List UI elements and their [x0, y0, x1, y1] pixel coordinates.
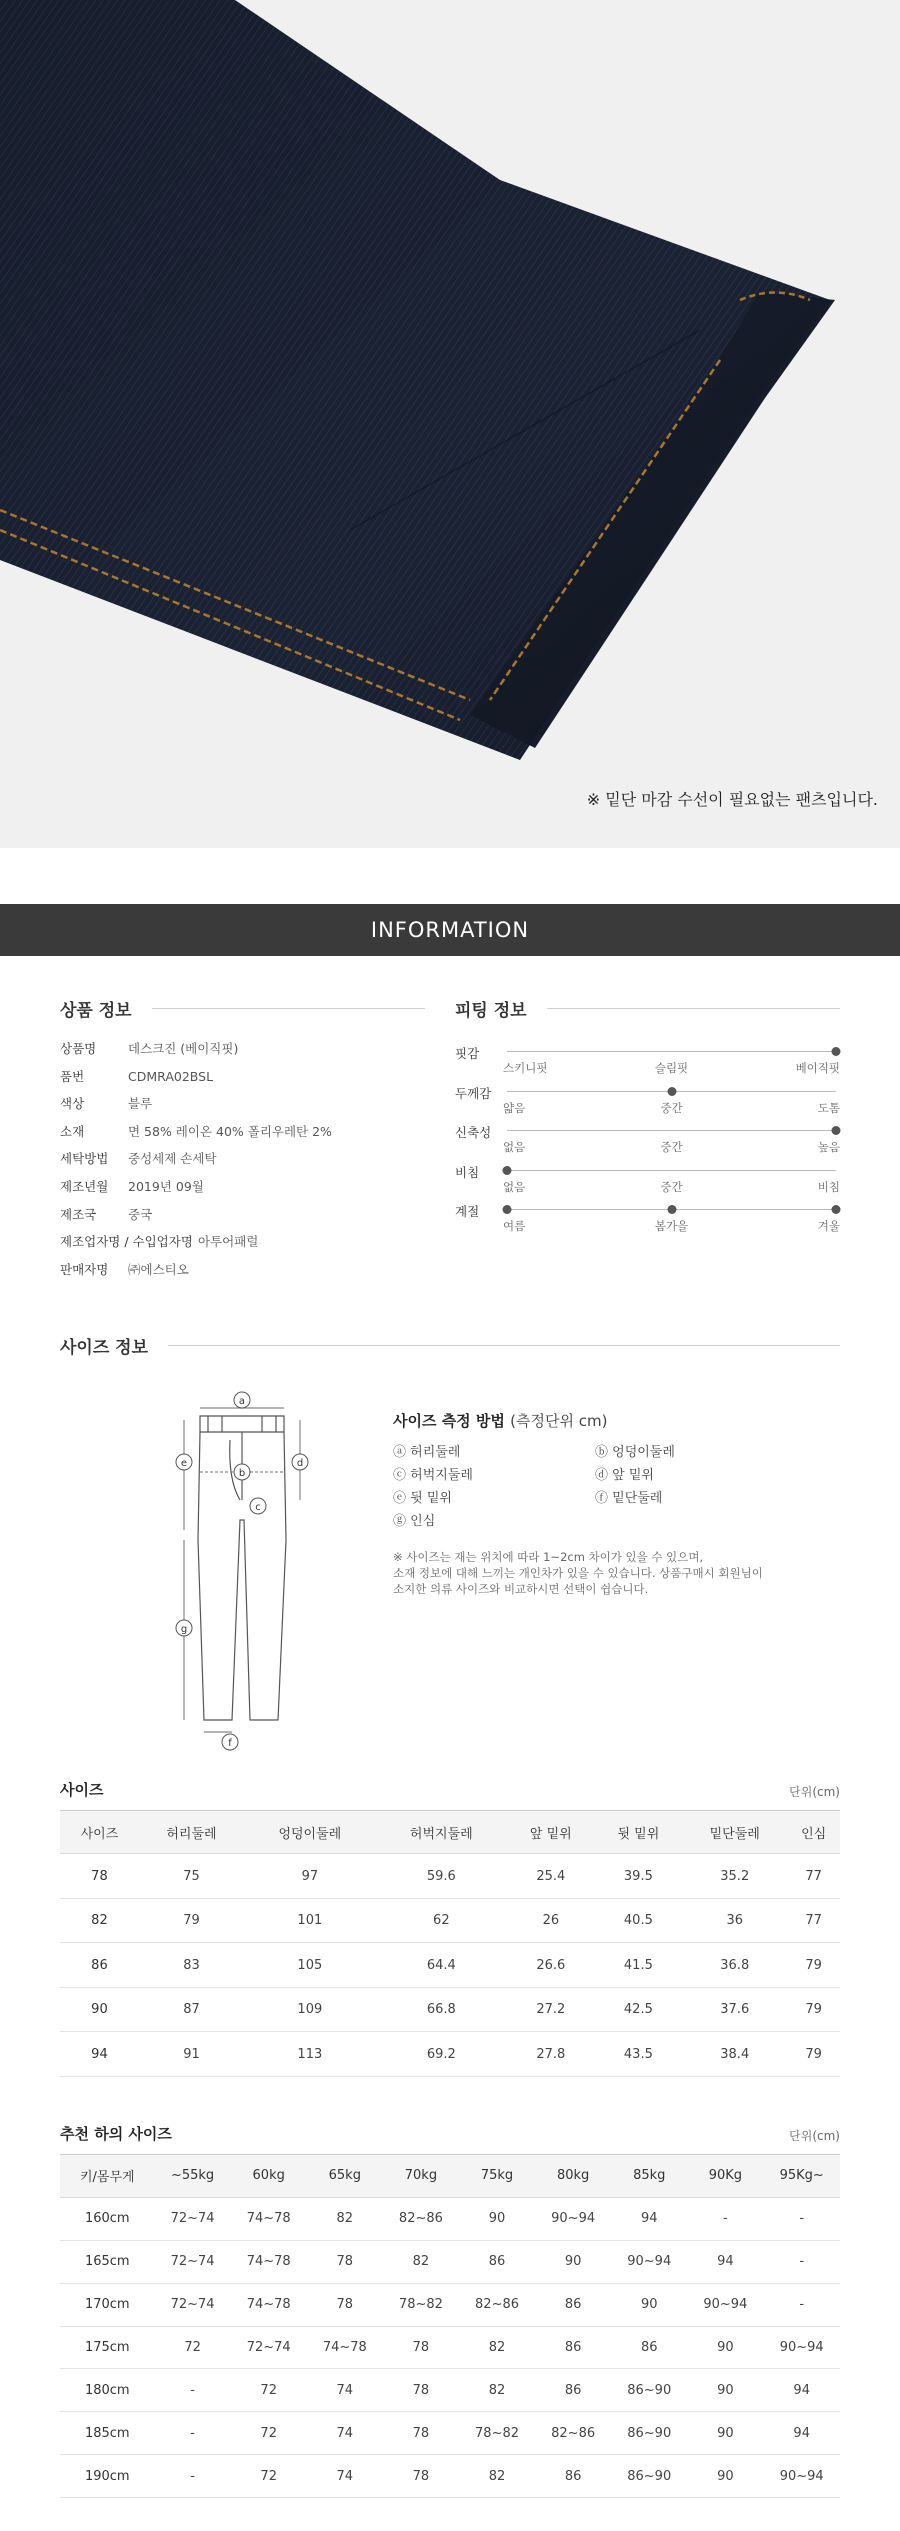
table-cell: 79	[787, 2032, 840, 2077]
table-cell: 66.8	[376, 1987, 507, 2032]
product-info-value: 중성세제 손세탁	[128, 1151, 217, 1167]
table-header-cell: 60kg	[231, 2154, 307, 2197]
fitting-scale	[503, 1041, 840, 1081]
table-cell: 86	[535, 2283, 611, 2326]
table-cell: 74~78	[231, 2240, 307, 2283]
fitting-level-dot	[503, 1166, 512, 1175]
table-header-cell: 90Kg	[687, 2154, 763, 2197]
product-info-header	[60, 996, 425, 1021]
product-info-row	[60, 1228, 425, 1256]
table-cell: 82	[459, 2326, 535, 2369]
size-note-line: 소지한 의류 사이즈와 비교하시면 선택이 쉽습니다.	[393, 1582, 649, 1597]
table-cell: 94	[763, 2369, 840, 2412]
table-cell: 113	[244, 2032, 375, 2077]
measurement-method-title	[393, 1410, 873, 1431]
fitting-scale	[503, 1160, 840, 1200]
fitting-key: 계절	[455, 1204, 480, 1219]
table-cell: 83	[139, 1943, 244, 1988]
product-info-row	[60, 1118, 425, 1146]
table-cell: 39.5	[595, 1854, 683, 1899]
method-unit: (측정단위 cm)	[510, 1412, 608, 1431]
information-title: INFORMATION	[370, 918, 530, 942]
marker-b-label: b	[238, 1468, 246, 1480]
recommended-table-header	[60, 2123, 840, 2144]
table-row	[60, 2240, 840, 2283]
product-info-list	[60, 1035, 425, 1283]
fitting-level-dot	[832, 1205, 841, 1214]
fitting-scales	[455, 1035, 840, 1239]
table-cell: 72	[231, 2412, 307, 2455]
table-row	[60, 1943, 840, 1988]
product-info-row	[60, 1145, 425, 1173]
table-cell: 82	[307, 2197, 383, 2240]
table-cell: 90	[535, 2240, 611, 2283]
table-cell: 77	[787, 1854, 840, 1899]
table-header-cell: 뒷 밑위	[595, 1811, 683, 1854]
size-table	[60, 1810, 840, 2077]
product-info-value: 아투어패럴	[198, 1234, 259, 1250]
table-cell: 75	[139, 1854, 244, 1899]
table-cell: -	[763, 2240, 840, 2283]
fitting-scale-label: 겨울	[817, 1219, 840, 1233]
table-cell: 90	[687, 2412, 763, 2455]
table-cell: -	[763, 2197, 840, 2240]
fitting-level-dot	[832, 1047, 841, 1056]
table-cell: 78	[383, 2412, 459, 2455]
recommended-size-section	[0, 2123, 900, 2498]
product-info-value: 2019년 09월	[128, 1178, 204, 1194]
table-cell: 26.6	[507, 1943, 595, 1988]
table-cell: 86	[535, 2369, 611, 2412]
recommended-table-title: 추천 하의 사이즈	[60, 2124, 172, 2143]
table-cell: 78	[383, 2455, 459, 2498]
fitting-row	[455, 1041, 840, 1081]
table-cell: 190cm	[60, 2455, 155, 2498]
fitting-scale-line	[507, 1170, 836, 1171]
fitting-scale-label: 없음	[503, 1140, 526, 1154]
product-info-row	[60, 1201, 425, 1229]
table-cell: 82	[459, 2369, 535, 2412]
marker-d-label: d	[296, 1458, 304, 1470]
table-cell: 72	[231, 2369, 307, 2412]
table-cell: 72~74	[231, 2326, 307, 2369]
table-row	[60, 2283, 840, 2326]
table-cell: 109	[244, 1987, 375, 2032]
fitting-scale-label: 높음	[817, 1140, 840, 1154]
table-cell: 86~90	[611, 2412, 687, 2455]
table-header-row	[60, 1811, 840, 1854]
product-info-value: 데스크진 (베이직핏)	[128, 1041, 239, 1056]
table-header-cell: 75kg	[459, 2154, 535, 2197]
product-fitting-section	[0, 996, 900, 1283]
size-info-section	[0, 1333, 900, 1767]
table-cell: 105	[244, 1943, 375, 1988]
size-table-header	[60, 1779, 840, 1800]
product-info-key: 제조년월	[60, 1178, 109, 1194]
table-cell: 82~86	[383, 2197, 459, 2240]
fitting-level-dot	[667, 1087, 676, 1096]
table-cell: 90	[60, 1987, 139, 2032]
table-cell: 82~86	[535, 2412, 611, 2455]
table-header-cell: 인심	[787, 1811, 840, 1854]
fitting-scale-line	[507, 1051, 836, 1052]
measurement-item: ⓕ 밑단둘레	[595, 1491, 663, 1507]
size-table-section	[0, 1779, 900, 2077]
table-cell: 36.8	[682, 1943, 787, 1988]
fitting-row	[455, 1081, 840, 1121]
product-info-value: 중국	[128, 1206, 153, 1222]
table-row	[60, 1898, 840, 1943]
table-cell: 82	[60, 1898, 139, 1943]
table-cell: 42.5	[595, 1987, 683, 2032]
product-info-key: 제조국	[60, 1206, 97, 1222]
table-cell: 78	[307, 2283, 383, 2326]
table-header-cell: 85kg	[611, 2154, 687, 2197]
fitting-scale-label: 비침	[817, 1179, 840, 1194]
size-info-body	[60, 1372, 840, 1767]
measurement-item: ⓖ 인심	[393, 1514, 436, 1530]
table-cell: 165cm	[60, 2240, 155, 2283]
product-info-value: CDMRA02BSL	[128, 1068, 214, 1084]
measurement-item: ⓐ 허리둘레	[393, 1445, 461, 1461]
table-cell: 86	[611, 2326, 687, 2369]
product-info-key: 색상	[60, 1096, 85, 1112]
pants-measurement-diagram	[100, 1380, 330, 1760]
table-cell: 40.5	[595, 1898, 683, 1943]
fitting-row	[455, 1160, 840, 1200]
size-info-header	[60, 1333, 840, 1358]
size-table-unit: 단위(cm)	[789, 1785, 840, 1800]
measurement-item: ⓒ 허벅지둘레	[393, 1468, 473, 1484]
size-note-line: ※ 사이즈는 재는 위치에 따라 1~2cm 차이가 있을 수 있으며,	[393, 1550, 704, 1565]
measurement-list	[393, 1441, 873, 1529]
table-row	[60, 2032, 840, 2077]
fitting-level-dot	[503, 1205, 512, 1214]
table-cell: 86~90	[611, 2455, 687, 2498]
table-cell: 82	[459, 2455, 535, 2498]
product-info-row	[60, 1063, 425, 1091]
fitting-scale-label: 슬림핏	[654, 1061, 689, 1075]
table-cell: 36	[682, 1898, 787, 1943]
table-cell: 86	[60, 1943, 139, 1988]
product-info-value: 블루	[128, 1096, 153, 1112]
table-cell: 72~74	[155, 2197, 231, 2240]
marker-a-label: a	[238, 1396, 246, 1408]
table-row	[60, 2326, 840, 2369]
size-table-title: 사이즈	[60, 1781, 104, 1800]
table-cell: 72~74	[155, 2240, 231, 2283]
table-cell: 90~94	[763, 2455, 840, 2498]
table-cell: 86	[535, 2455, 611, 2498]
product-info	[60, 996, 425, 1283]
marker-e-label: e	[180, 1458, 188, 1470]
fitting-scale	[503, 1120, 840, 1160]
table-row	[60, 1854, 840, 1899]
table-cell: 90~94	[611, 2240, 687, 2283]
table-cell: 59.6	[376, 1854, 507, 1899]
table-row	[60, 1987, 840, 2032]
table-cell: 43.5	[595, 2032, 683, 2077]
product-info-row	[60, 1256, 425, 1284]
table-cell: 72~74	[155, 2283, 231, 2326]
table-cell: -	[763, 2283, 840, 2326]
table-cell: 74~78	[231, 2197, 307, 2240]
table-cell: 86	[459, 2240, 535, 2283]
table-cell: 74	[307, 2412, 383, 2455]
table-cell: 78~82	[459, 2412, 535, 2455]
measurement-item: ⓑ 엉덩이둘레	[595, 1445, 675, 1461]
table-cell: 62	[376, 1898, 507, 1943]
table-cell: 72	[155, 2326, 231, 2369]
size-note	[393, 1549, 873, 1597]
recommended-table-unit: 단위(cm)	[789, 2128, 840, 2143]
table-cell: -	[687, 2197, 763, 2240]
table-cell: 78	[307, 2240, 383, 2283]
table-cell: 27.2	[507, 1987, 595, 2032]
product-info-key: 제조업자명 / 수입업자명	[60, 1234, 193, 1250]
table-cell: 94	[763, 2412, 840, 2455]
denim-hem-image	[0, 0, 900, 848]
table-cell: 185cm	[60, 2412, 155, 2455]
fitting-scale-label: 여름	[503, 1219, 526, 1233]
table-cell: 94	[687, 2240, 763, 2283]
table-header-cell: 95Kg~	[763, 2154, 840, 2197]
table-cell: 25.4	[507, 1854, 595, 1899]
table-cell: 77	[787, 1898, 840, 1943]
table-cell: 74~78	[231, 2283, 307, 2326]
product-info-value: 면 58% 레이온 40% 폴리우레탄 2%	[128, 1123, 332, 1139]
divider	[152, 1008, 425, 1009]
table-header-cell: 밑단둘레	[682, 1811, 787, 1854]
product-info-row	[60, 1035, 425, 1063]
table-cell: 101	[244, 1898, 375, 1943]
table-cell: -	[155, 2455, 231, 2498]
table-header-cell: 사이즈	[60, 1811, 139, 1854]
table-cell: 175cm	[60, 2326, 155, 2369]
product-info-key: 판매자명	[60, 1261, 109, 1277]
divider	[547, 1008, 840, 1009]
fitting-scale-label: 도톰	[817, 1100, 840, 1115]
recommended-size-table	[60, 2154, 840, 2498]
table-cell: 90~94	[687, 2283, 763, 2326]
table-cell: 35.2	[682, 1854, 787, 1899]
table-header-cell: 허리둘레	[139, 1811, 244, 1854]
table-row	[60, 2455, 840, 2498]
fitting-scale-line	[507, 1130, 836, 1131]
fitting-scale	[503, 1199, 840, 1239]
measurement-item: ⓔ 뒷 밑위	[393, 1491, 452, 1507]
table-cell: 79	[139, 1898, 244, 1943]
table-cell: 160cm	[60, 2197, 155, 2240]
table-cell: -	[155, 2412, 231, 2455]
table-cell: 64.4	[376, 1943, 507, 1988]
fitting-scale-label: 스키니핏	[503, 1061, 548, 1075]
table-cell: 74~78	[307, 2326, 383, 2369]
table-header-cell: 앞 밑위	[507, 1811, 595, 1854]
fitting-info-title: 피팅 정보	[455, 1001, 527, 1021]
table-cell: 27.8	[507, 2032, 595, 2077]
fitting-scale	[503, 1081, 840, 1121]
fitting-info-header	[455, 996, 840, 1021]
table-header-cell: 키/몸무게	[60, 2154, 155, 2197]
fitting-scale-label: 중간	[660, 1100, 683, 1115]
table-cell: 79	[787, 1987, 840, 2032]
fitting-level-dot	[832, 1126, 841, 1135]
table-cell: 78	[383, 2369, 459, 2412]
table-cell: 86~90	[611, 2369, 687, 2412]
table-row	[60, 2369, 840, 2412]
table-cell: 72	[231, 2455, 307, 2498]
table-cell: 69.2	[376, 2032, 507, 2077]
product-info-key: 품번	[60, 1068, 85, 1084]
table-cell: 180cm	[60, 2369, 155, 2412]
table-cell: 82~86	[459, 2283, 535, 2326]
marker-f-label: f	[228, 1738, 232, 1750]
fitting-key: 비침	[455, 1164, 480, 1180]
product-photo	[0, 0, 900, 848]
table-header-cell: 80kg	[535, 2154, 611, 2197]
table-header-cell: 65kg	[307, 2154, 383, 2197]
fitting-scale-label: 얇음	[503, 1100, 526, 1115]
information-header	[0, 904, 900, 956]
fitting-scale-label: 중간	[660, 1140, 683, 1154]
marker-c-label: c	[255, 1502, 261, 1514]
table-cell: 78~82	[383, 2283, 459, 2326]
fitting-key: 신축성	[455, 1125, 492, 1140]
table-cell: 170cm	[60, 2283, 155, 2326]
table-cell: 97	[244, 1854, 375, 1899]
product-info-key: 상품명	[60, 1041, 97, 1056]
table-cell: 26	[507, 1898, 595, 1943]
method-title: 사이즈 측정 방법	[393, 1412, 505, 1431]
table-cell: 79	[787, 1943, 840, 1988]
fitting-scale-label: 베이직핏	[795, 1061, 840, 1075]
fitting-row	[455, 1120, 840, 1160]
fitting-info	[455, 996, 840, 1283]
table-cell: 90~94	[763, 2326, 840, 2369]
divider	[168, 1345, 840, 1346]
table-cell: 37.6	[682, 1987, 787, 2032]
table-header-cell: 허벅지둘레	[376, 1811, 507, 1854]
table-cell: 82	[383, 2240, 459, 2283]
table-cell: 90	[687, 2326, 763, 2369]
table-cell: 87	[139, 1987, 244, 2032]
product-info-key: 소재	[60, 1123, 85, 1139]
size-info-title: 사이즈 정보	[60, 1338, 149, 1359]
table-cell: -	[155, 2369, 231, 2412]
table-cell: 41.5	[595, 1943, 683, 1988]
fitting-level-dot	[667, 1205, 676, 1214]
fitting-key: 두께감	[455, 1085, 492, 1101]
fitting-key: 핏감	[455, 1046, 480, 1061]
product-info-key: 세탁방법	[60, 1151, 109, 1167]
size-note-line: 소재 정보에 대해 느끼는 개인차가 있을 수 있습니다. 상품구매시 회원님이	[393, 1566, 763, 1581]
table-row	[60, 2412, 840, 2455]
hero-note: ※ 밑단 마감 수선이 필요없는 팬츠입니다.	[586, 790, 878, 809]
table-cell: 38.4	[682, 2032, 787, 2077]
table-cell: 74	[307, 2369, 383, 2412]
fitting-row	[455, 1199, 840, 1239]
product-info-title: 상품 정보	[60, 1001, 132, 1021]
fitting-scale-label: 중간	[660, 1179, 683, 1194]
table-cell: 90	[687, 2455, 763, 2498]
table-cell: 90~94	[535, 2197, 611, 2240]
product-info-row	[60, 1173, 425, 1201]
table-cell: 78	[383, 2326, 459, 2369]
table-header-cell: 70kg	[383, 2154, 459, 2197]
product-info-row	[60, 1090, 425, 1118]
marker-g-label: g	[180, 1624, 188, 1636]
table-row	[60, 2197, 840, 2240]
table-header-cell: 엉덩이둘레	[244, 1811, 375, 1854]
product-info-value: ㈜에스티오	[128, 1261, 189, 1277]
table-cell: 94	[611, 2197, 687, 2240]
measurement-item: ⓓ 앞 밑위	[595, 1468, 654, 1484]
measurement-method	[393, 1410, 873, 1597]
fitting-scale-label: 없음	[503, 1179, 526, 1194]
table-cell: 94	[60, 2032, 139, 2077]
table-cell: 74	[307, 2455, 383, 2498]
table-header-cell: ~55kg	[155, 2154, 231, 2197]
table-header-row	[60, 2154, 840, 2197]
table-cell: 90	[459, 2197, 535, 2240]
table-cell: 86	[535, 2326, 611, 2369]
table-cell: 90	[611, 2283, 687, 2326]
table-cell: 90	[687, 2369, 763, 2412]
table-cell: 91	[139, 2032, 244, 2077]
fitting-scale-label: 봄가을	[654, 1219, 689, 1233]
table-cell: 78	[60, 1854, 139, 1899]
